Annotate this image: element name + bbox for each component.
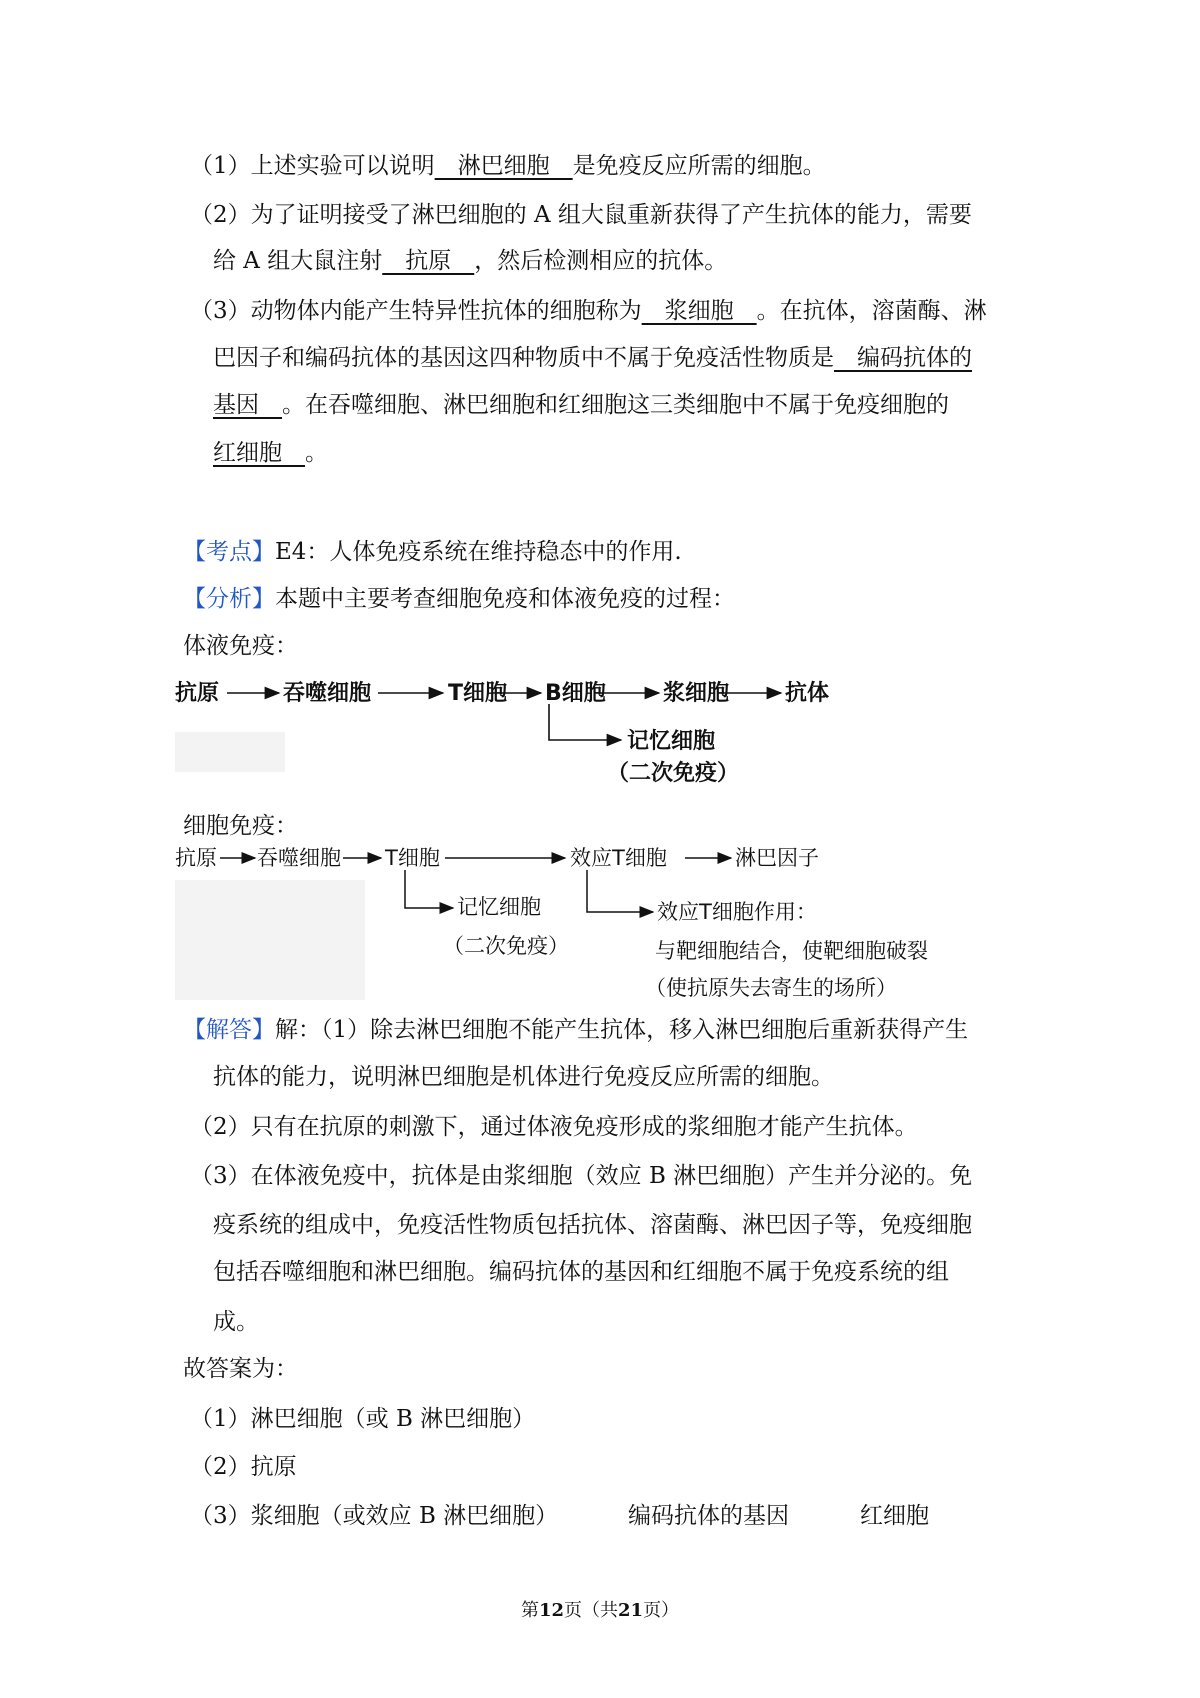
q3-answer-blank2a: 编码抗体的 [834, 345, 972, 371]
q2-prefix: 给 A 组大鼠注射 [213, 248, 383, 274]
cellular-branch1-memory: 记忆细胞 [457, 895, 541, 919]
footer-post: 页） [643, 1600, 680, 1621]
cellular-branch1-note: （二次免疫） [443, 934, 569, 958]
q1-prefix: （1）上述实验可以说明 [190, 153, 435, 179]
cellular-node-effector-t: 效应T细胞 [570, 846, 667, 870]
q3-line2 [213, 342, 972, 374]
cellular-branch2-line3: （使抗原失去寄生的场所） [645, 976, 897, 1000]
jieda-text1: 解：（1）除去淋巴细胞不能产生抗体，移入淋巴细胞后重新获得产生 [275, 1017, 969, 1043]
cellular-node-phagocyte: 吞噬细胞 [257, 846, 341, 870]
q2-suffix: ，然后检测相应的抗体。 [474, 248, 728, 274]
q3-suffix1: 。在抗体，溶菌酶、淋 [756, 298, 987, 324]
page-number: 12 [538, 1600, 564, 1621]
answer-2: （2）抗原 [190, 1454, 297, 1480]
cellular-branch2-line2: 与靶细胞结合，使靶细胞破裂 [655, 939, 928, 963]
kaodian-line [183, 536, 682, 568]
answer-3c: 红细胞 [860, 1503, 929, 1529]
humoral-branch-note: （二次免疫） [607, 761, 740, 786]
q3-prefix: （3）动物体内能产生特异性抗体的细胞称为 [190, 298, 642, 324]
cellular-branch2-arrow [587, 870, 653, 912]
q3-line2-text: 巴因子和编码抗体的基因这四种物质中不属于免疫活性物质是 [213, 345, 834, 371]
fenxi-text: 本题中主要考查细胞免疫和体液免疫的过程： [275, 586, 735, 612]
q3-line4 [213, 437, 328, 469]
humoral-branch-memory: 记忆细胞 [627, 729, 716, 754]
humoral-node-plasma: 浆细胞 [663, 681, 730, 706]
humoral-branch-arrow [549, 704, 621, 740]
fenxi-tag: 【分析】 [183, 586, 275, 612]
q2-line2 [213, 245, 727, 277]
footer-pre: 第 [520, 1600, 539, 1621]
q1-suffix: 是免疫反应所需的细胞。 [572, 153, 826, 179]
jieda-line2: 抗体的能力，说明淋巴细胞是机体进行免疫反应所需的细胞。 [213, 1064, 834, 1090]
humoral-node-antibody: 抗体 [785, 681, 830, 706]
jieda-line7: 成。 [213, 1309, 259, 1335]
cellular-node-lymphokine: 淋巴因子 [735, 846, 819, 870]
jieda-line5: 疫系统的组成中，免疫活性物质包括抗体、溶菌酶、淋巴因子等，免疫细胞 [213, 1212, 972, 1238]
kaodian-text: E4：人体免疫系统在维持稳态中的作用. [275, 539, 682, 565]
cellular-node-tcell: T细胞 [385, 846, 440, 870]
jieda-tag: 【解答】 [183, 1017, 275, 1043]
answer-intro: 故答案为： [183, 1356, 298, 1382]
answer-3b: 编码抗体的基因 [628, 1503, 789, 1529]
cellular-branch1-arrow [405, 870, 453, 908]
answer-1: （1）淋巴细胞（或 B 淋巴细胞） [190, 1406, 536, 1432]
footer-mid: 页（共 [564, 1600, 618, 1621]
q2-answer-blank: 抗原 [382, 248, 475, 274]
jieda-line3: （2）只有在抗原的刺激下，通过体液免疫形成的浆细胞才能产生抗体。 [190, 1114, 918, 1140]
answer-3a: （3）浆细胞（或效应 B 淋巴细胞） [190, 1503, 559, 1529]
q3-line1 [190, 295, 987, 327]
cellular-diagram [175, 840, 935, 1008]
q1-line [190, 150, 826, 182]
cellular-title: 细胞免疫： [183, 813, 298, 839]
humoral-title: 体液免疫： [183, 633, 298, 659]
humoral-diagram [175, 672, 875, 794]
q1-answer-blank: 淋巴细胞 [434, 153, 573, 179]
q3-line3 [213, 389, 949, 421]
halftone-texture-2 [175, 880, 365, 1000]
page-footer [0, 1596, 1200, 1622]
halftone-texture [175, 732, 285, 772]
q3-answer-blank1: 浆细胞 [641, 298, 757, 324]
q3-answer-blank2b: 基因 [213, 392, 282, 418]
cellular-node-antigen: 抗原 [175, 846, 217, 870]
cellular-branch2-title: 效应T细胞作用： [657, 900, 817, 924]
q3-line4-text: 。 [305, 440, 328, 466]
humoral-node-antigen: 抗原 [175, 681, 220, 706]
humoral-node-tcell: T细胞 [448, 681, 508, 706]
q3-line3-text: 。在吞噬细胞、淋巴细胞和红细胞这三类细胞中不属于免疫细胞的 [282, 392, 949, 418]
fenxi-line [183, 583, 735, 615]
humoral-node-phagocyte: 吞噬细胞 [283, 681, 372, 706]
jieda-line1 [183, 1014, 968, 1046]
jieda-line6: 包括吞噬细胞和淋巴细胞。编码抗体的基因和红细胞不属于免疫系统的组 [213, 1259, 949, 1285]
page-total: 21 [618, 1600, 644, 1621]
humoral-node-bcell: B细胞 [545, 681, 606, 706]
jieda-line4: （3）在体液免疫中，抗体是由浆细胞（效应 B 淋巴细胞）产生并分泌的。免 [190, 1163, 973, 1189]
kaodian-tag: 【考点】 [183, 539, 275, 565]
q3-answer-blank3: 红细胞 [213, 440, 305, 466]
q2-line1: （2）为了证明接受了淋巴细胞的 A 组大鼠重新获得了产生抗体的能力，需要 [190, 202, 972, 228]
